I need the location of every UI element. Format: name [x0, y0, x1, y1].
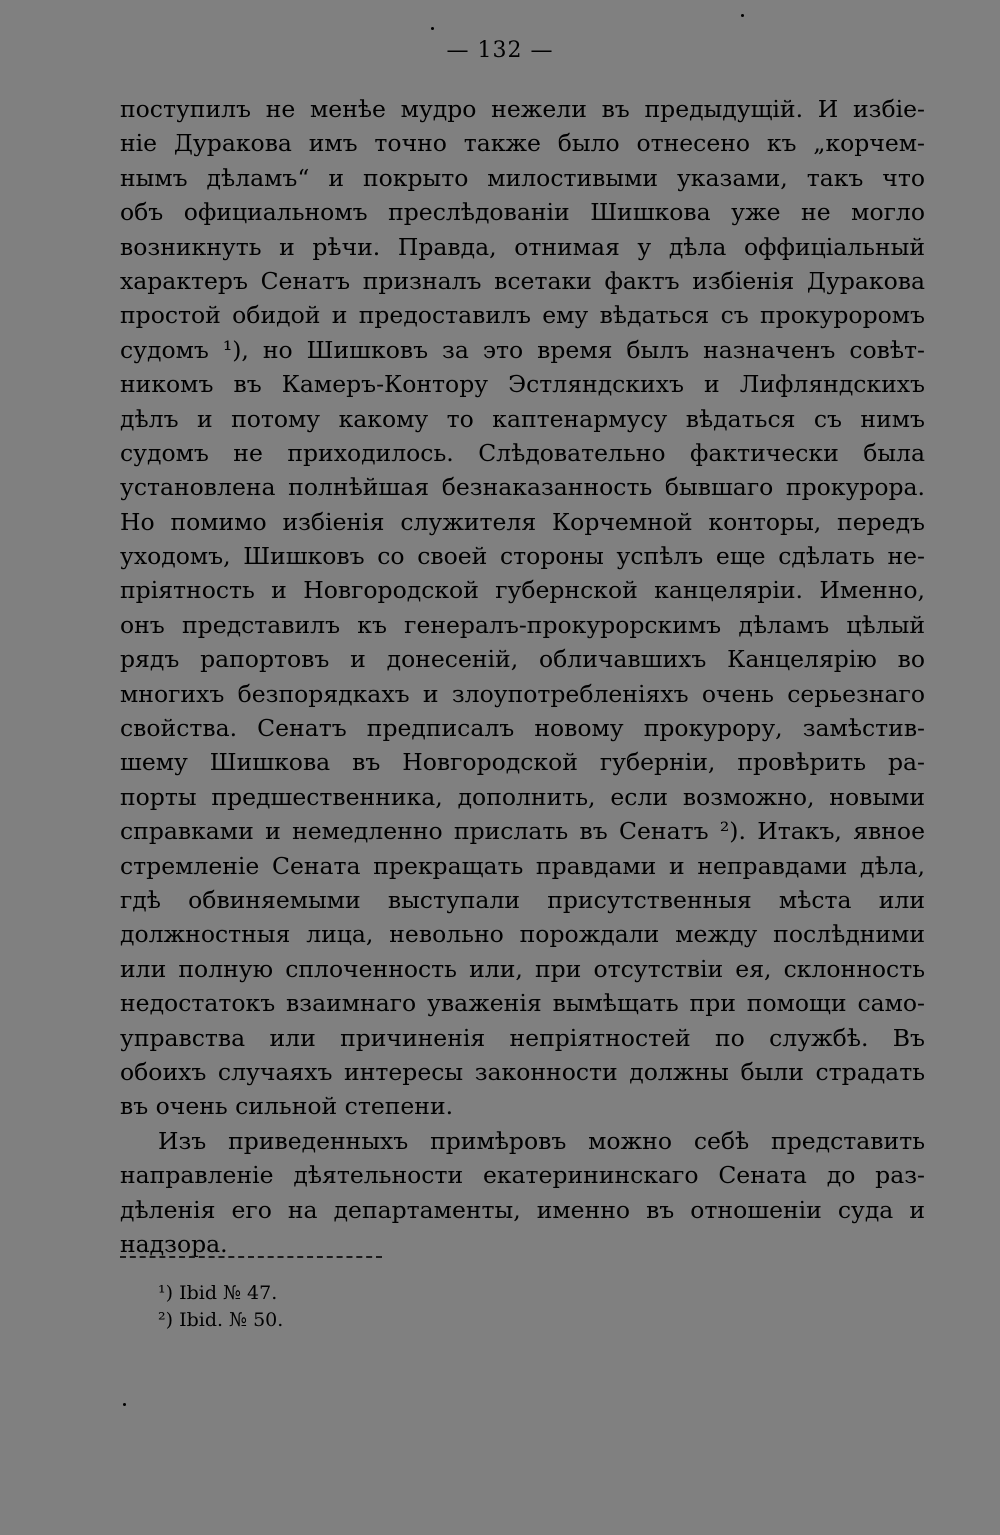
- text-line: поступилъ не менѣе мудро нежели въ предыдущій. И избіе-: [120, 95, 925, 123]
- scan-speck: [741, 14, 744, 17]
- scan-speck: [123, 1403, 126, 1406]
- text-line: надзора.: [120, 1229, 228, 1258]
- text-line: Изъ приведенныхъ примѣровъ можно себѣ представить: [158, 1126, 925, 1155]
- text-line: въ очень сильной степени.: [120, 1092, 454, 1121]
- text-line: Но помимо избіенія служителя Корчемной конторы, передъ: [120, 507, 925, 536]
- text-line: стремленіе Сената прекращать правдами и неправдами дѣла,: [120, 851, 925, 880]
- body-text: [0, 92, 1000, 1261]
- text-line: гдѣ обвиняемыми выступали присутственныя мѣста или: [120, 885, 925, 914]
- text-line: объ официальномъ преслѣдованіи Шишкова уже не могло: [120, 198, 925, 227]
- text-line: пріятность и Новгородской губернской канцеляріи. Именно,: [120, 576, 925, 605]
- text-line: возникнуть и рѣчи. Правда, отнимая у дѣла оффиціальный: [120, 232, 925, 261]
- scan-speck: [431, 27, 434, 30]
- footnotes: [158, 1280, 283, 1334]
- text-line: шему Шишкова въ Новгородской губерніи, провѣрить ра-: [120, 748, 925, 777]
- footnote-separator: [120, 1256, 382, 1258]
- text-line: или полную сплоченность или, при отсутствіи ея, склонность: [120, 954, 925, 983]
- text-line: порты предшественника, дополнить, если возможно, новыми: [120, 782, 925, 811]
- text-line: установлена полнѣйшая безнаказанность бывшаго прокурора.: [120, 473, 925, 502]
- text-line: недостатокъ взаимнаго уваженія вымѣщать при помощи само-: [120, 989, 925, 1018]
- text-line: рядъ рапортовъ и донесеній, обличавшихъ Канцелярію во: [120, 645, 925, 674]
- text-line: многихъ безпорядкахъ и злоупотребленіяхъ очень серьезнаго: [120, 679, 925, 708]
- text-line: дѣленія его на департаменты, именно въ отношеніи суда и: [120, 1195, 925, 1224]
- text-line: нымъ дѣламъ“ и покрыто милостивыми указами, такъ что: [120, 163, 925, 192]
- text-line: уходомъ, Шишковъ со своей стороны успѣлъ еще сдѣлать не-: [120, 542, 925, 571]
- text-line: ніе Дуракова имъ точно также было отнесено къ „корчем-: [120, 129, 925, 158]
- text-line: должностныя лица, невольно порождали между послѣдними: [120, 920, 925, 949]
- text-line: характеръ Сенатъ призналъ всетаки фактъ избіенія Дуракова: [120, 266, 925, 295]
- footnote-2: ²) Ibid. № 50.: [158, 1309, 284, 1331]
- text-line: справками и немедленно прислать въ Сенатъ ²). Итакъ, явное: [120, 817, 925, 846]
- page-number: — 132 —: [446, 38, 554, 63]
- text-line: обоихъ случаяхъ интересы законности должны были страдать: [120, 1057, 925, 1086]
- text-line: управства или причиненія непріятностей по службѣ. Въ: [120, 1023, 925, 1052]
- text-line: простой обидой и предоставилъ ему вѣдаться съ прокуроромъ: [120, 301, 925, 330]
- text-line: направленіе дѣятельности екатерининскаго Сената до раз-: [120, 1161, 925, 1190]
- text-line: никомъ въ Камеръ-Контору Эстляндскихъ и Лифляндскихъ: [120, 370, 925, 399]
- footnote-1: ¹) Ibid № 47.: [158, 1282, 278, 1304]
- text-line: дѣлъ и потому какому то каптенармусу вѣдаться съ нимъ: [120, 404, 925, 433]
- text-line: свойства. Сенатъ предписалъ новому прокурору, замѣстив-: [120, 714, 925, 743]
- text-line: онъ представилъ къ генералъ-прокурорскимъ дѣламъ цѣлый: [120, 610, 925, 639]
- text-line: судомъ ¹), но Шишковъ за это время былъ назначенъ совѣт-: [120, 335, 925, 364]
- text-line: судомъ не приходилось. Слѣдовательно фактически была: [120, 438, 925, 467]
